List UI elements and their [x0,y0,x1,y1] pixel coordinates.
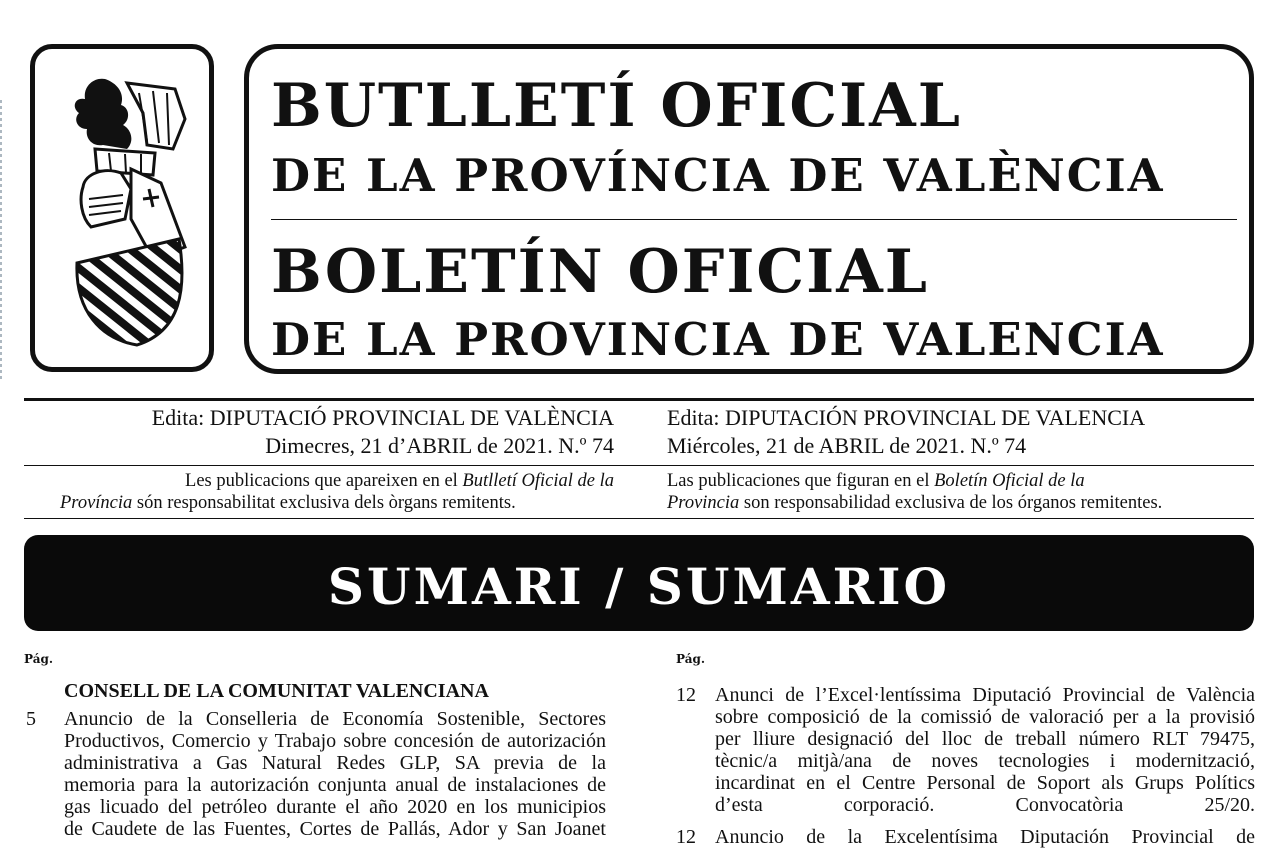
summary-entry-right-1[interactable] [715,684,1255,816]
disclaimer-text: són responsabilitat exclusiva dels òrgans remitents. [132,493,516,513]
summary-banner-title: SUMARI / SUMARIO [327,557,951,616]
disclaimer-text: son responsabilidad exclusiva de los órganos remitentes. [739,493,1163,513]
header-rule-bottom [24,518,1254,519]
disclaimer-valencian-line1 [24,470,614,492]
entry-page-number: 5 [26,708,36,730]
entry-line: Anuncio de la Excelentísima Diputación Provincial de [715,826,1255,848]
side-margin-strip [0,100,8,380]
entry-line: tècnic/a mitjà/ana de noves tecnologies i modernització, [715,750,1255,772]
masthead-subtitle-spanish: DE LA PROVINCIA DE VALENCIA [271,313,1165,366]
disclaimer-emphasis: Provincia [667,493,740,513]
issue-date-valencian: Dimecres, 21 d’ABRIL de 2021. N.º 74 [265,433,614,458]
publisher-spanish: Edita: DIPUTACIÓN PROVINCIAL DE VALENCIA [667,405,1146,430]
summary-entry-left-1[interactable] [64,708,606,840]
disclaimer-emphasis: Boletín Oficial de la [934,471,1085,491]
summary-banner [24,535,1254,631]
masthead-title-valencian: BUTLLETÍ OFICIAL [271,71,962,141]
disclaimer-spanish-line1 [667,470,1085,492]
section-heading: CONSELL DE LA COMUNITAT VALENCIANA [64,680,489,702]
disclaimer-text: Les publicacions que apareixen en el [185,471,463,491]
entry-line: administrativa a Gas Natural Redes GLP, SA previa de la [64,752,606,774]
entry-line: d’esta corporació. Convocatòria 25/20. [715,794,1255,816]
entry-line: memoria para la autorización conjunta anual de instalaciones de [64,774,606,796]
disclaimer-emphasis: Butlletí Oficial de la [462,471,614,491]
header-rule-top [24,398,1254,401]
entry-line: Productivos, Comercio y Trabajo sobre concesión de autorización [64,730,606,752]
entry-line: incardinat en el Centre Personal de Soport als Grups Polítics [715,772,1255,794]
disclaimer-text: Las publicaciones que figuran en el [667,471,935,491]
disclaimer-emphasis: Província [60,493,133,513]
entry-page-number: 12 [676,826,696,848]
entry-line: Anuncio de la Conselleria de Economía Sostenible, Sectores [64,708,606,730]
summary-entry-right-2[interactable] [715,826,1255,848]
issue-date-spanish: Miércoles, 21 de ABRIL de 2021. N.º 74 [667,433,1027,458]
disclaimer-valencian-line2 [60,492,516,514]
masthead-divider [271,219,1237,220]
masthead-subtitle-valencian: DE LA PROVÍNCIA DE VALÈNCIA [271,149,1165,202]
page-column-label-left: Pág. [24,652,54,666]
disclaimer-spanish-line2 [667,492,1162,514]
masthead-title-spanish: BOLETÍN OFICIAL [271,237,929,307]
header-rule-middle [24,465,1254,466]
valencia-coat-of-arms-icon [35,49,209,367]
masthead-title-frame [244,44,1254,374]
entry-line: sobre composició de la comissió de valoració per a la provisió [715,706,1255,728]
entry-line: per lliure designació del lloc de treball número RLT 79475, [715,728,1255,750]
entry-page-number: 12 [676,684,696,706]
entry-line: gas licuado del petróleo durante el año 2020 en los municipios [64,796,606,818]
emblem-frame [30,44,214,372]
entry-line: de Caudete de las Fuentes, Cortes de Pallás, Ador y San Joanet [64,818,606,840]
publisher-valencian: Edita: DIPUTACIÓ PROVINCIAL DE VALÈNCIA [151,405,614,430]
entry-line: Anunci de l’Excel·lentíssima Diputació Provincial de València [715,684,1255,706]
page-column-label-right: Pág. [676,652,706,666]
